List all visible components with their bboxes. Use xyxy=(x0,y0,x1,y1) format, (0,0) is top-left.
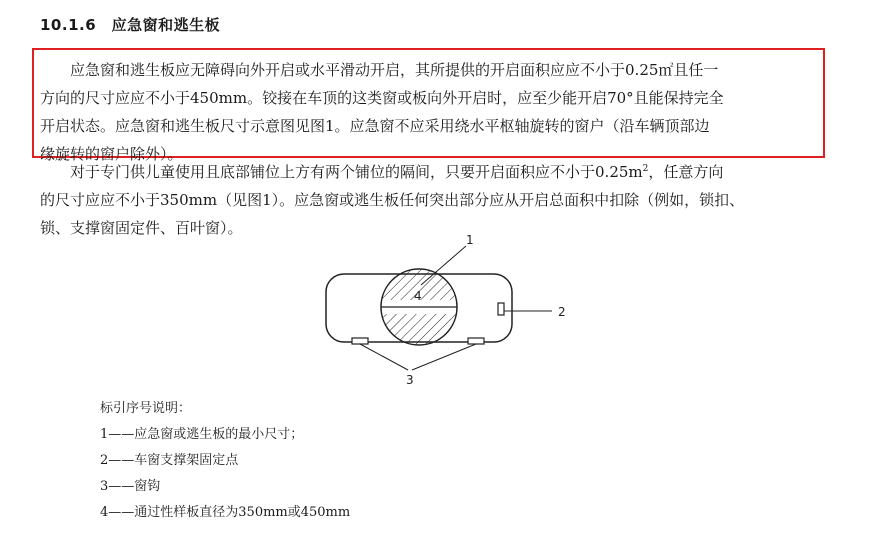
paragraph-line: 的尺寸应应不小于350mm（见图1）。应急窗或逃生板任何突出部分应从开启总面积中扣除（例如，锁扣、 xyxy=(40,191,745,209)
callout-2: 2 xyxy=(558,305,566,319)
window-hook-right xyxy=(468,338,484,344)
section-heading: 10.1.6 应急窗和逃生板 xyxy=(40,16,221,34)
paragraph-line: 缘旋转的窗户除外）。 xyxy=(40,145,183,163)
legend-item: 4——通过性样板直径为350mm或450mm xyxy=(100,505,351,520)
paragraph-text: 对于专门供儿童使用且底部铺位上方有两个铺位的隔间，只要开启面积应不小于0.25m xyxy=(70,163,643,181)
support-fixing-point xyxy=(498,303,504,315)
paragraph-text: ，任意方向 xyxy=(648,163,724,181)
paragraph-line: 锁、支撑窗固定件、百叶窗）。 xyxy=(40,219,243,237)
paragraph-line: 应急窗和逃生板应无障碍向外开启或水平滑动开启，其所提供的开启面积应应不小于0.25㎡且任一 xyxy=(70,61,719,79)
legend xyxy=(100,396,350,526)
legend-title: 标引序号说明： xyxy=(100,401,192,416)
window-hook-left xyxy=(352,338,368,344)
legend-item: 3——窗钩 xyxy=(100,479,161,494)
superscript: 2 xyxy=(642,164,649,174)
emergency-window-diagram xyxy=(300,232,600,392)
callout-1: 1 xyxy=(466,233,474,247)
paragraph-emergency-window xyxy=(40,56,830,168)
paragraph-line: 开启状态。应急窗和逃生板尺寸示意图见图1。应急窗不应采用绕水平枢轴旋转的窗户（沿车辆顶部边 xyxy=(40,117,710,135)
legend-item: 1——应急窗或逃生板的最小尺寸； xyxy=(100,427,304,442)
legend-item: 2——车窗支撑架固定点 xyxy=(100,453,239,468)
paragraph-children-compartment xyxy=(40,158,830,242)
callout-3: 3 xyxy=(406,373,414,387)
callout-4: 4 xyxy=(414,289,422,303)
paragraph-line xyxy=(40,158,830,186)
paragraph-line: 方向的尺寸应应不小于450mm。铰接在车顶的这类窗或板向外开启时，应至少能开启70°且能保持完全 xyxy=(40,89,724,107)
